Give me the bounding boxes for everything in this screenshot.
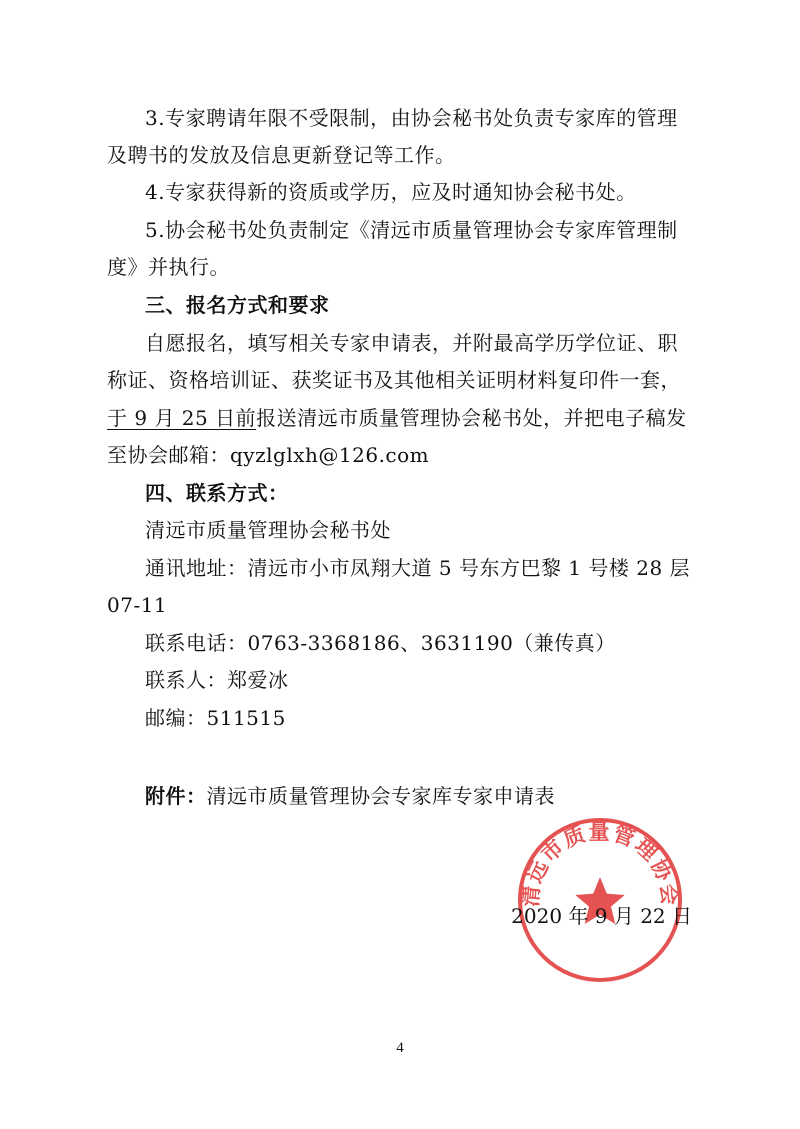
attachment-label: 附件： <box>145 784 207 808</box>
item-5-line-1: 5.协会秘书处负责制定《清远市质量管理协会专家库管理制 <box>145 218 678 242</box>
seal-text: 清远市质量管理协会 <box>518 820 682 908</box>
deadline-underlined: 于 9 月 25 日前 <box>107 406 257 430</box>
item-3-line-1: 3.专家聘请年限不受限制，由协会秘书处负责专家库的管理 <box>145 106 678 130</box>
section-3-heading: 三、报名方式和要求 <box>145 293 330 317</box>
section-3-line-3-rest: 报送清远市质量管理协会秘书处，并把电子稿发 <box>256 406 687 430</box>
section-4-heading: 四、联系方式： <box>145 481 289 505</box>
contact-org: 清远市质量管理协会秘书处 <box>145 518 391 542</box>
contact-address-line-2: 07-11 <box>107 593 168 617</box>
contact-postcode: 邮编：511515 <box>145 706 286 730</box>
item-4: 4.专家获得新的资质或学历，应及时通知协会秘书处。 <box>145 180 637 204</box>
page-number: 4 <box>396 1040 404 1056</box>
section-3-line-3 <box>107 404 687 432</box>
item-5-line-2: 度》并执行。 <box>107 255 230 279</box>
document-date: 2020 年 9 月 22 日 <box>511 904 692 928</box>
contact-person: 联系人：郑爱冰 <box>145 668 289 692</box>
contact-phone: 联系电话：0763-3368186、3631190（兼传真） <box>145 631 616 655</box>
attachment-line <box>145 782 555 810</box>
section-3-line-4: 至协会邮箱：qyzlglxh@126.com <box>107 443 430 467</box>
section-3-line-2: 称证、资格培训证、获奖证书及其他相关证明材料复印件一套， <box>107 368 681 392</box>
section-3-line-1: 自愿报名，填写相关专家申请表，并附最高学历学位证、职 <box>145 331 678 355</box>
official-seal <box>515 815 685 985</box>
attachment-text: 清远市质量管理协会专家库专家申请表 <box>206 784 555 808</box>
contact-address-line-1: 通讯地址：清远市小市凤翔大道 5 号东方巴黎 1 号楼 28 层 <box>145 556 691 580</box>
item-3-line-2: 及聘书的发放及信息更新登记等工作。 <box>107 143 456 167</box>
